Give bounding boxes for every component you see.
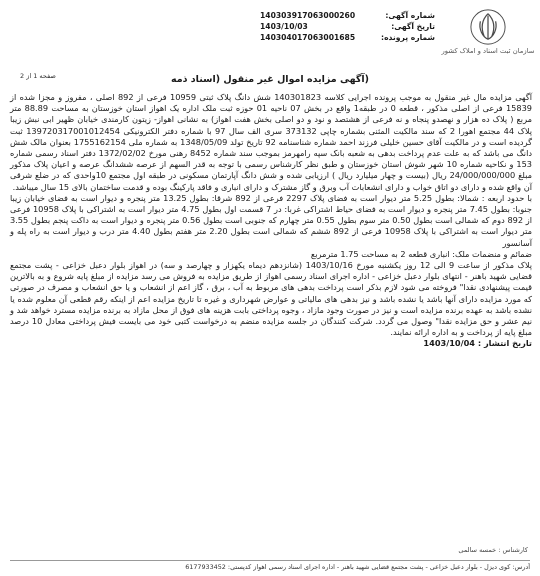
body-paragraph: ضمائم و منضمات ملک: انباری قطعه 2 به مساحت 1.75 مترمربع (310, 248, 532, 259)
document-title: (آگهی مزایده اموال غیر منقول (اسناد ذمه (170, 74, 369, 85)
signature-line: کارشناس : خمسه سالمی (458, 546, 528, 554)
file-number-label: شماره پرونده: (381, 33, 435, 42)
organization-logo (438, 8, 538, 70)
body-paragraph: آگهی مزایده مال غیر منقول به موجب پرونده اجرایی کلاسه 140301823 شش دانگ پلاک ثبتی 10959 فرعی از 892 اصلی ، مفروز و مجزا شده از 15839 فرعی از اصلی مذکور ، قطعه 0 در طبقه1 واقع در بخش 07 ناحیه 01 حوزه ثبت ملک اداره یک اهواز استان خوزستان به مساحت 88.89 متر مربع ( پلاک ده هزار و نهصدو پنجاه و نه فرعی از هشتصد و نود و دو اصلی بخش هفت اهواز) به نشانی اهواز- زیتون کارمندی خیابان ظهیر ابی نبش زیبا پلاک 44 مجتمع اهورا 2 که سند مالکیت المثنی بشماره چاپی 373132 سری الف سال 97 با شماره دفتر الکترونیکی 139720317001012454 ثبت گردیده است و در مالکیت آقای حسین خلیلی فرزند احمد شماره شناسنامه 92 تاریخ تولد 1348/05/09 به شماره ملی 1755162154 بعنوان مالک شش دانگ می باشد که به علت عدم پرداخت بدهی به شعبه بانک سپه رامهرمز بموجب سند شماره 8452 رهنی مورخ 1372/02/02 دفتر اسناد رسمی شماره 153 و نکاحیه شماره 10 شهر شوش استان خوزستان و طبق نظر کارشناس رسمی با توجه به قدر السهم از عرصه ششدانگ عرصه و اعیان پلاک مذکور مبلغ 24/000/000/000 ریال (بیست و چهار میلیارد ریال ) ارزیابی شده و شش دانگ آپارتمان مسکونی در طبقه اول مجتمع 10واحدی که در ضلع شرقی آن واقع شده و دارای دو اتاق خواب و دارای انشعابات آب وبرق و گاز مشترک و دارای انباری و فاقد پارکینگ بوده و قدمت ساختمان بالای 15 سال میباشد. (10, 92, 533, 192)
organization-name: سازمان ثبت اسناد و املاک کشور (441, 47, 535, 55)
iran-emblem-seal-icon (469, 8, 507, 46)
document-body (10, 92, 532, 350)
ad-date-label: تاریخ آگهی: (391, 22, 435, 31)
page-indicator: صفحه 1 از 2 (20, 72, 56, 80)
ad-date: 1403/10/03 (260, 22, 308, 31)
footer-address: آدرس: کوی دیزل - بلوار دعبل خزاعی - پشت مجتمع قضایی شهید باهنر - اداره اجرای اسناد رسمی اهواز کدپستی: 6177933452 (10, 560, 530, 571)
file-number: 140304017063001685 (260, 33, 356, 42)
ad-number: 140303917063000260 (260, 11, 356, 20)
body-paragraph: پلاک مذکور از ساعت 9 الی 12 روز یکشنبه مورخ 1403/10/16 (شانزدهم دیماه یکهزار و چهارصد و سه) در اهواز بلوار دعبل خزاعی - پشت مجتمع قضایی شهید باهنر - انتهای بلوار دعبل خزاعی - اداره اجرای اسناد رسمی اهواز از طریق مزایده به فروش می رسد مزایده از مبلغ پایه شروع و به بالاترین قیمت پیشنهادی نقدا" فروخته می شود لازم بذکر است پرداخت بدهی های مربوط به آب ، برق ، گاز اعم از انشعاب و یا حق انشعاب و مصرف در صورتی که مورد مزایده دارای آنها باشد یا نشده باشد و نیز بدهی های مالیاتی و عوارض شهرداری و غیره تا تاریخ مزایده اعم از اینکه رقم قطعی آن معلوم شده یا نشده باشد به عهده برنده مزایده است و نیز در صورت وجود مازاد ، وجوه پرداختی بابت هزینه های فوق از محل مازاد به برنده مزایده مسترد خواهد شد و نیم عشر و حق مزایده نقدا" وصول می گردد. شرکت کنندگان در جلسه مزایده منضم به درخواست کتبی خود می بایست فیش پرداختی معادل 10 درصد مبلغ پایه از پرداخت و به اداره ارائه نمایند. (10, 260, 533, 338)
publish-date: تاریخ انتشار : 1403/10/04 (423, 338, 532, 349)
ad-metadata (260, 10, 435, 43)
body-paragraph: با حدود اربعه : شمالا: بطول 5.25 متر دیوار است به فضای پلاک 2297 فرعی از 892 شرقا: بطول 13.25 متر پنجره و دیوار است به فضای خیابان زیبا جنوبا: بطول 7.45 متر پنجره و دیوار است به فضای حیاط اشتراکی غربا: در 7 قسمت اول بطول 4.75 متر دیوار است به اشتراکی با پلاک 10958 فرعی از 892 دوم که شمالی است بطول 0.50 متر سوم بطول 0.55 متر چهارم که جنوبی است بطول 0.56 متر پنجره و دیوار است به داکت پنجم بطول 3.55 متر دیوار است به اشتراکی با پلاک 10958 فرعی از 892 ششم که شمالی است بطول 2.20 متر هفتم بطول 4.40 متر درب و دیوار است به راه پله و آسانسور (10, 192, 533, 248)
ad-number-label: شماره آگهی: (385, 11, 435, 20)
